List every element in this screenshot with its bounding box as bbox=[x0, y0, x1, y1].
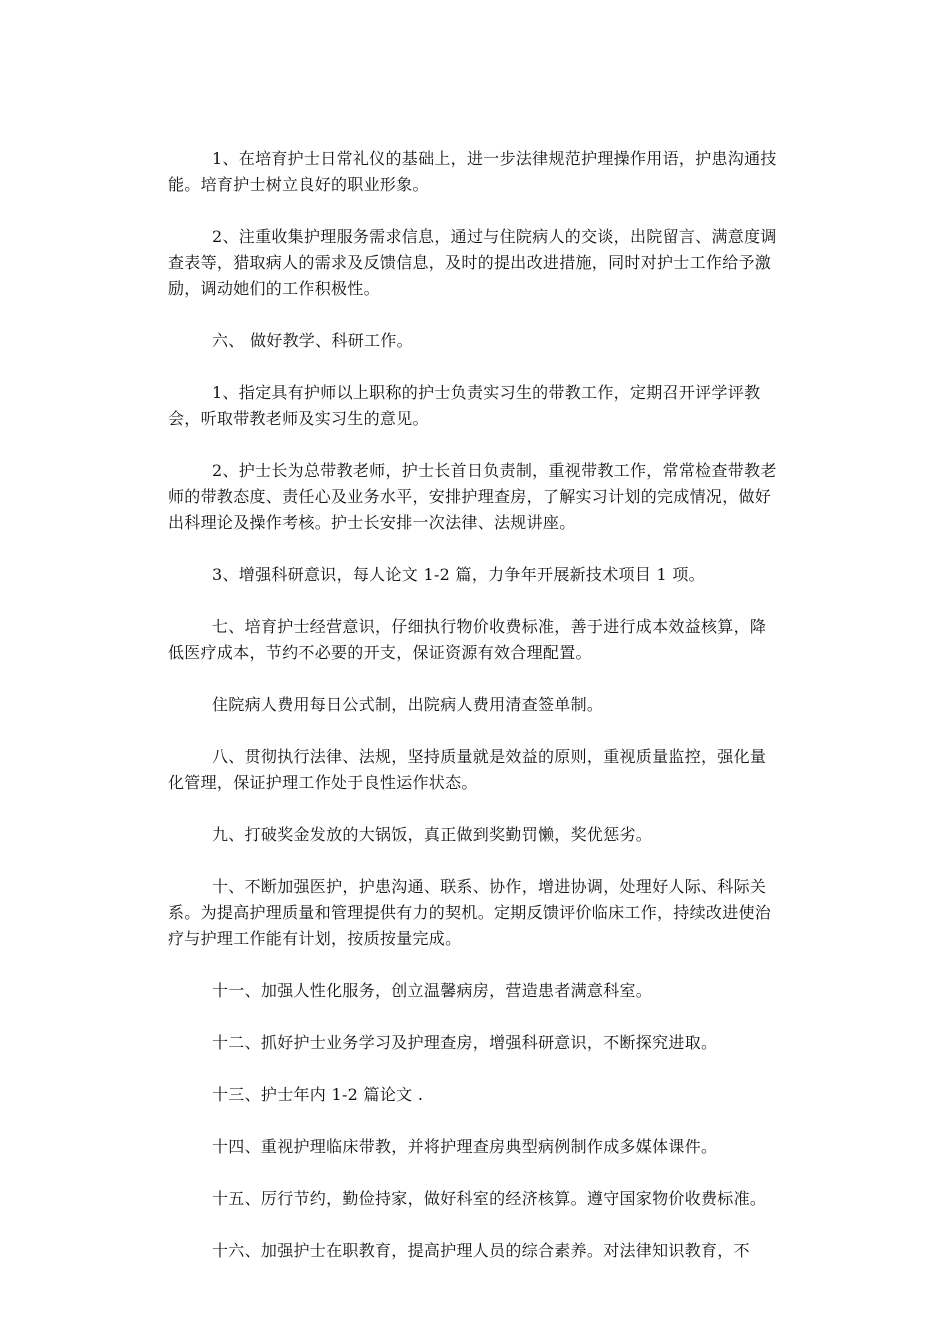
paragraph-cost: 七、培育护士经营意识，仔细执行物价收费标准，善于进行成本效益核算，降低医疗成本，节约不必要的开支，保证资源有效合理配置。 bbox=[168, 617, 767, 662]
paragraph-billing: 住院病人费用每日公式制，出院病人费用清查签单制。 bbox=[212, 695, 604, 714]
document-body bbox=[168, 146, 780, 1290]
paragraph-head-nurse: 2、护士长为总带教老师，护士长首日负责制，重视带教工作，常常检查带教老师的带教态度、责任心及业务水平，安排护理查房，了解实习计划的完成情况，做好出科理论及操作考核。护士长安排一次法律、法规讲座。 bbox=[168, 461, 777, 532]
paragraph-feedback: 2、注重收集护理服务需求信息，通过与住院病人的交谈，出院留言、满意度调查表等，猎取病人的需求及反馈信息，及时的提出改进措施，同时对护士工作给予激励，调动她们的工作积极性。 bbox=[168, 227, 777, 298]
paragraph-economy: 十五、厉行节约，勤俭持家，做好科室的经济核算。遵守国家物价收费标准。 bbox=[212, 1189, 767, 1208]
section-heading-teaching: 六、 做好教学、科研工作。 bbox=[212, 331, 413, 350]
paragraph-research: 3、增强科研意识，每人论文 1-2 篇，力争年开展新技术项目 1 项。 bbox=[212, 565, 705, 584]
paragraph-study-rounds: 十二、抓好护士业务学习及护理查房，增强科研意识，不断探究进取。 bbox=[212, 1033, 718, 1052]
paragraph-humanized-service: 十一、加强人性化服务，创立温馨病房，营造患者满意科室。 bbox=[212, 981, 653, 1000]
paragraph-papers: 十三、护士年内 1-2 篇论文 . bbox=[212, 1085, 424, 1104]
paragraph-etiquette: 1、在培育护士日常礼仪的基础上，进一步法律规范护理操作用语，护患沟通技能。培育护士树立良好的职业形象。 bbox=[168, 149, 777, 194]
paragraph-bonus: 九、打破奖金发放的大锅饭，真正做到奖勤罚懒，奖优惩劣。 bbox=[212, 825, 653, 844]
paragraph-education: 十六、加强护士在职教育，提高护理人员的综合素养。对法律知识教育，不 bbox=[212, 1241, 750, 1260]
paragraph-communication: 十、不断加强医护，护患沟通、联系、协作，增进协调，处理好人际、科际关系。为提高护理质量和管理提供有力的契机。定期反馈评价临床工作，持续改进使治疗与护理工作能有计划，按质按量完成。 bbox=[168, 877, 772, 948]
paragraph-intern-teaching: 1、指定具有护师以上职称的护士负责实习生的带教工作，定期召开评学评教会，听取带教老师及实习生的意见。 bbox=[168, 383, 761, 428]
paragraph-quality: 八、贯彻执行法律、法规，坚持质量就是效益的原则，重视质量监控，强化量化管理，保证护理工作处于良性运作状态。 bbox=[168, 747, 767, 792]
paragraph-clinical-teaching: 十四、重视护理临床带教，并将护理查房典型病例制作成多媒体课件。 bbox=[212, 1137, 718, 1156]
